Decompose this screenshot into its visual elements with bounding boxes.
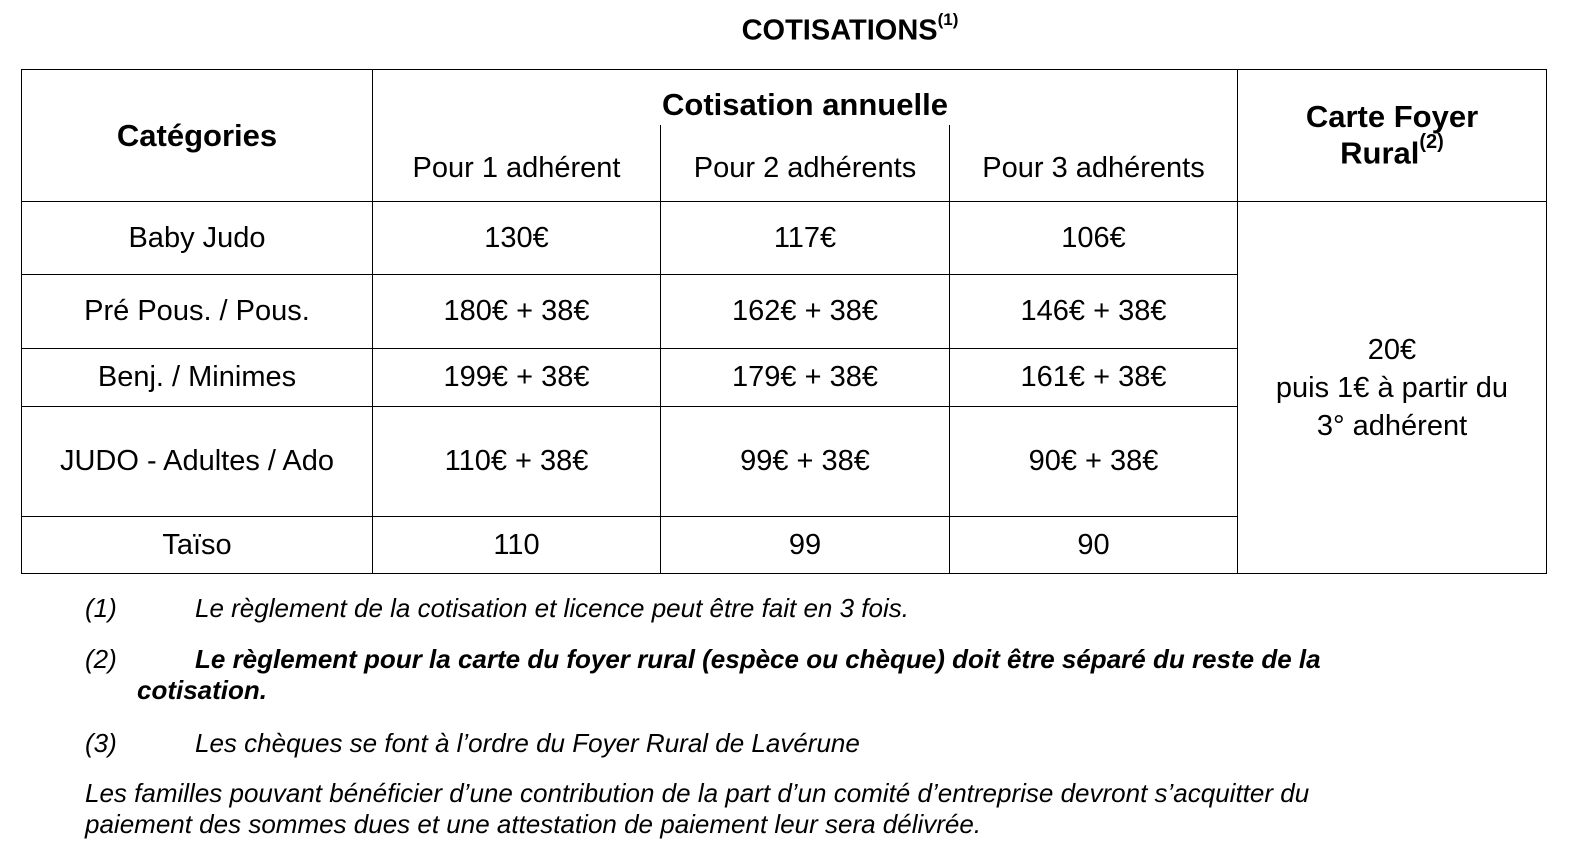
price-cell: 90€ + 38€	[950, 407, 1238, 517]
price-cell: 161€ + 38€	[950, 349, 1238, 407]
carte-foyer-header: Carte Foyer Rural$^{(2)}$	[1238, 70, 1547, 202]
footer-paragraph: Les familles pouvant bénéficier d’une contribution de la part d’un comité d’entreprise devront s’acquitter du paiement des sommes dues et une attestation de paiement leur sera délivrée.	[85, 778, 1310, 839]
category-cell: Taïso	[22, 517, 373, 574]
price-cell: 106€	[950, 202, 1238, 275]
annual-header: Cotisation annuelle	[373, 70, 1238, 125]
footnote-2: (2) Le règlement pour la carte du foyer rural (espèce ou chèque) doit être séparé du reste de la cotisation.	[85, 644, 1321, 705]
price-cell: 180€ + 38€	[373, 275, 661, 349]
price-cell: 179€ + 38€	[661, 349, 950, 407]
price-cell: 90	[950, 517, 1238, 574]
carte-foyer-cell: 20€ puis 1€ à partir du 3° adhérent	[1238, 202, 1547, 574]
category-cell: Pré Pous. / Pous.	[22, 275, 373, 349]
category-cell: Baby Judo	[22, 202, 373, 275]
price-cell: 99€ + 38€	[661, 407, 950, 517]
price-cell: 99	[661, 517, 950, 574]
footnote-1: (1) Le règlement de la cotisation et licence peut être fait en 3 fois.	[85, 593, 909, 623]
price-cell: 146€ + 38€	[950, 275, 1238, 349]
table-row	[22, 202, 1547, 275]
cotisations-table	[21, 69, 1547, 574]
price-cell: 162€ + 38€	[661, 275, 950, 349]
categories-header: Catégories	[22, 70, 373, 202]
page-title: COTISATIONS$^{(1)}$	[741, 10, 959, 47]
subheader-3: Pour 3 adhérents	[950, 125, 1238, 202]
subheader-1: Pour 1 adhérent	[373, 125, 661, 202]
subheader-2: Pour 2 adhérents	[661, 125, 950, 202]
price-cell: 130€	[373, 202, 661, 275]
header-row	[22, 70, 1547, 125]
footnote-3: (3) Les chèques se font à l’ordre du Foyer Rural de Lavérune	[85, 728, 860, 758]
category-cell: JUDO - Adultes / Ado	[22, 407, 373, 517]
price-cell: 117€	[661, 202, 950, 275]
price-cell: 199€ + 38€	[373, 349, 661, 407]
price-cell: 110€ + 38€	[373, 407, 661, 517]
price-cell: 110	[373, 517, 661, 574]
category-cell: Benj. / Minimes	[22, 349, 373, 407]
